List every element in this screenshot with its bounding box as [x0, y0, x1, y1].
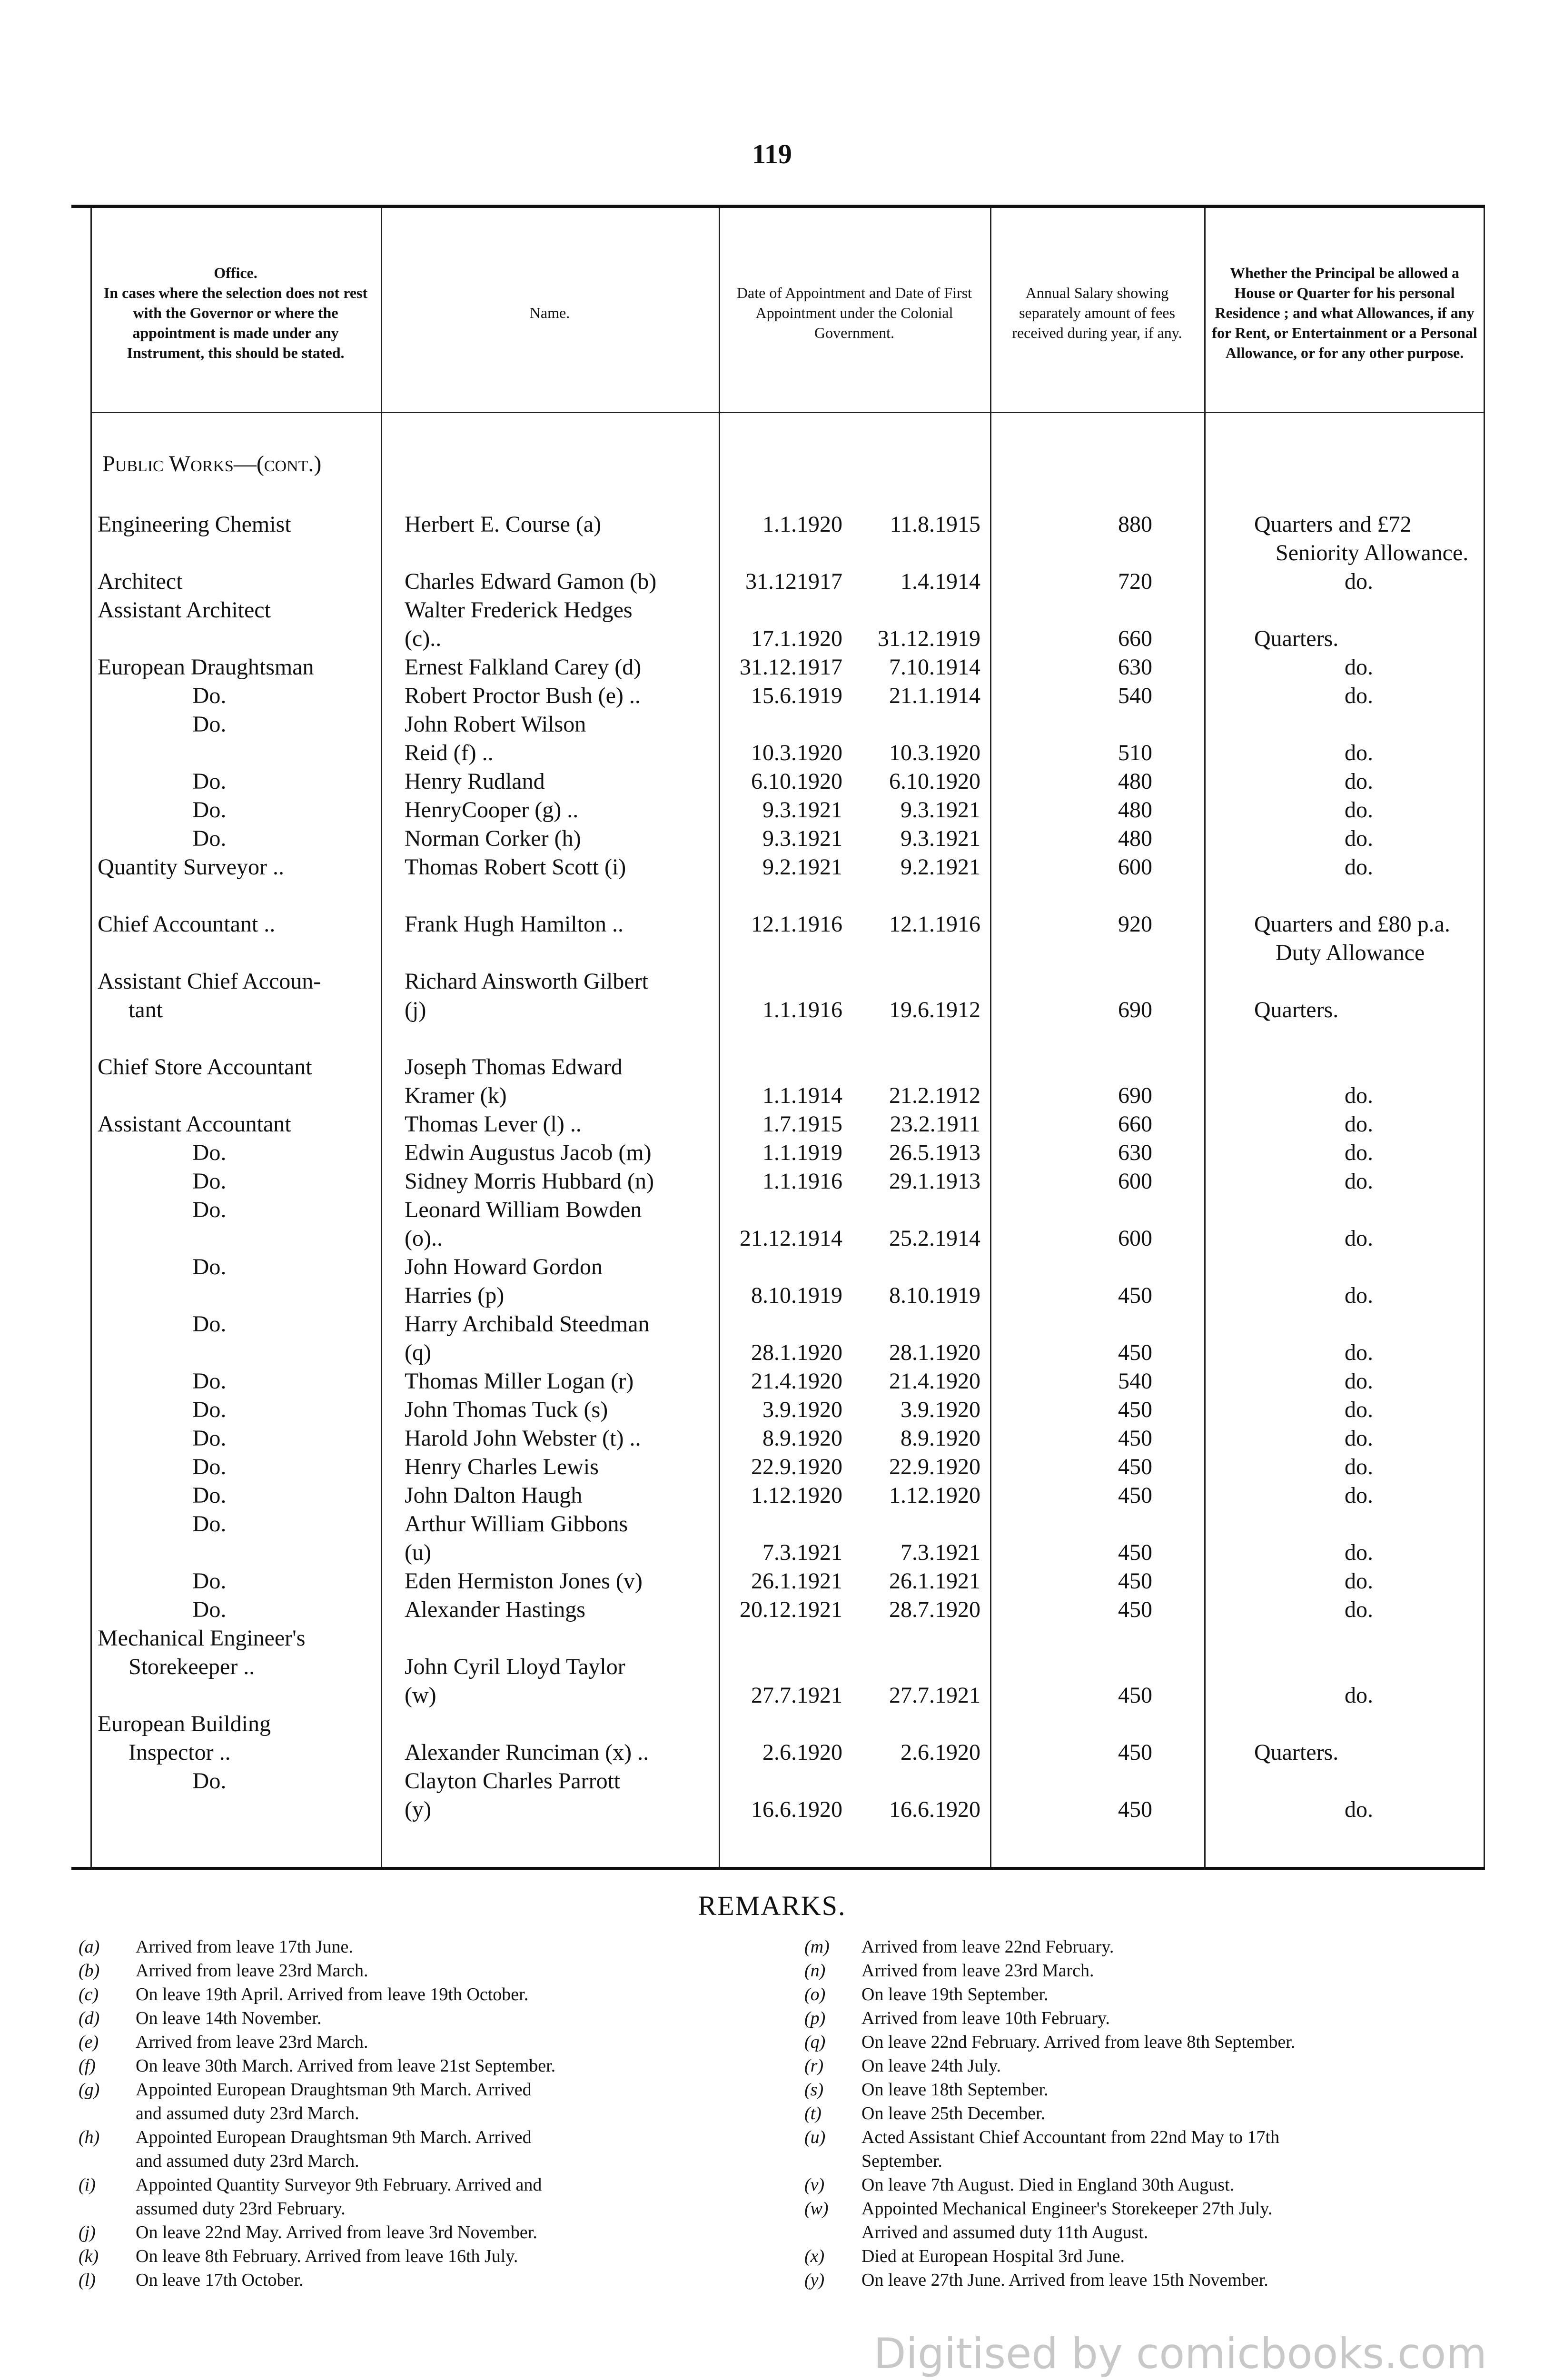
allowance-cell: Quarters.: [1254, 997, 1339, 1022]
remark-text: On leave 22nd May. Arrived from leave 3rd November.: [136, 2222, 537, 2242]
office-cell: Do.: [192, 1169, 227, 1194]
allowance-cell: do.: [1345, 1226, 1373, 1251]
name-cell: Harold John Webster (t) ..: [405, 1426, 641, 1451]
salary-cell: 450: [1118, 1540, 1152, 1565]
name-cell: Arthur William Gibbons: [405, 1511, 628, 1537]
remark-key: (o): [804, 1984, 826, 2004]
remark-text: Died at European Hospital 3rd June.: [861, 2246, 1125, 2266]
appointment-date-cell: 9.2.1921: [762, 854, 842, 880]
appointment-date-cell: 3.9.1920: [762, 1397, 842, 1422]
remark-text: Appointed Mechanical Engineer's Storekeeper 27th July.: [861, 2199, 1273, 2219]
name-cell: John Howard Gordon: [405, 1254, 603, 1279]
appointment-date-cell: 8.9.1920: [762, 1426, 842, 1451]
name-cell: Harries (p): [405, 1283, 505, 1308]
salary-cell: 660: [1118, 1111, 1152, 1137]
first-appointment-date-cell: 21.2.1912: [889, 1083, 980, 1108]
office-cell: Do.: [192, 1768, 227, 1794]
appointment-date-cell: 21.4.1920: [751, 1368, 842, 1394]
name-cell: Reid (f) ..: [405, 740, 494, 765]
salary-cell: 480: [1118, 797, 1152, 823]
name-cell: Kramer (k): [405, 1083, 507, 1108]
office-cell: Do.: [192, 1426, 227, 1451]
salary-cell: 450: [1118, 1283, 1152, 1308]
remark-key: (d): [79, 2008, 100, 2028]
office-cell: Chief Accountant ..: [98, 912, 276, 937]
appointment-date-cell: 16.6.1920: [751, 1797, 842, 1822]
first-appointment-date-cell: 25.2.1914: [889, 1226, 980, 1251]
allowance-cell: do.: [1345, 769, 1373, 794]
first-appointment-date-cell: 27.7.1921: [889, 1683, 980, 1708]
salary-cell: 450: [1118, 1568, 1152, 1594]
first-appointment-date-cell: 21.1.1914: [889, 683, 980, 708]
remark-key: (c): [79, 1984, 99, 2004]
office-cell: Do.: [192, 1311, 227, 1337]
appointment-date-cell: 17.1.1920: [751, 626, 842, 651]
header-date: Date of Appointment and Date of First Appointment under the Colonial Government.: [736, 284, 972, 341]
office-cell: Do.: [192, 1568, 227, 1594]
office-cell: Assistant Architect: [98, 597, 271, 623]
allowance-cell: Duty Allowance: [1276, 940, 1425, 965]
allowance-cell: Quarters.: [1254, 626, 1339, 651]
name-cell: John Thomas Tuck (s): [405, 1397, 608, 1422]
column-rule: [990, 208, 991, 1867]
remark-text: Arrived from leave 23rd March.: [136, 1961, 368, 1981]
first-appointment-date-cell: 23.2.1911: [890, 1111, 980, 1137]
appointment-date-cell: 31.12.1917: [740, 654, 842, 680]
salary-cell: 690: [1118, 1083, 1152, 1108]
remark-text: On leave 14th November.: [136, 2008, 322, 2028]
remark-text: On leave 22nd February. Arrived from leave 8th September.: [861, 2032, 1296, 2052]
name-cell: John Robert Wilson: [405, 712, 586, 737]
allowance-cell: do.: [1345, 1140, 1373, 1165]
remark-key: (m): [804, 1937, 830, 1957]
first-appointment-date-cell: 8.9.1920: [901, 1426, 980, 1451]
remark-key: (s): [804, 2080, 824, 2100]
first-appointment-date-cell: 8.10.1919: [889, 1283, 980, 1308]
salary-cell: 450: [1118, 1483, 1152, 1508]
name-cell: Norman Corker (h): [405, 826, 581, 851]
allowance-cell: do.: [1345, 1454, 1373, 1479]
remark-text: On leave 8th February. Arrived from leave 16th July.: [136, 2246, 518, 2266]
office-cell: European Building: [98, 1711, 271, 1736]
office-cell: Assistant Chief Accoun-: [98, 969, 321, 994]
watermark: Digitised by comicbooks.com: [873, 2329, 1487, 2378]
office-cell: Engineering Chemist: [98, 512, 291, 537]
office-cell: Assistant Accountant: [98, 1111, 291, 1137]
allowance-cell: do.: [1345, 1169, 1373, 1194]
name-cell: (w): [405, 1683, 436, 1708]
appointment-date-cell: 20.12.1921: [740, 1597, 842, 1622]
office-cell: Do.: [192, 1597, 227, 1622]
salary-cell: 450: [1118, 1426, 1152, 1451]
remark-text: Appointed Quantity Surveyor 9th February. Arrived and: [136, 2175, 542, 2195]
appointment-date-cell: 10.3.1920: [751, 740, 842, 765]
allowance-cell: do.: [1345, 654, 1373, 680]
remark-key: (x): [804, 2246, 825, 2266]
first-appointment-date-cell: 16.6.1920: [889, 1797, 980, 1822]
name-cell: Henry Rudland: [405, 769, 545, 794]
name-cell: Alexander Runciman (x) ..: [405, 1740, 649, 1765]
name-cell: Clayton Charles Parrott: [405, 1768, 621, 1794]
allowance-cell: Quarters and £72: [1254, 512, 1412, 537]
remark-key: (y): [804, 2270, 825, 2290]
allowance-cell: do.: [1345, 569, 1373, 594]
section-title: Public Works—(cont.): [102, 451, 322, 476]
remark-key: (q): [804, 2032, 826, 2052]
name-cell: Herbert E. Course (a): [405, 512, 602, 537]
office-cell: Inspector ..: [129, 1740, 231, 1765]
appointment-date-cell: 15.6.1919: [751, 683, 842, 708]
allowance-cell: Quarters.: [1254, 1740, 1339, 1765]
first-appointment-date-cell: 26.5.1913: [889, 1140, 980, 1165]
header-whether: Whether the Principal be allowed a House or Quarter for his personal Residence ; and what Allowances, if any for Rent, or Entertainment or a Personal Allowance, or for any other purpose.: [1212, 264, 1477, 361]
remark-text-continued: and assumed duty 23rd March.: [136, 2103, 359, 2123]
salary-cell: 450: [1118, 1454, 1152, 1479]
allowance-cell: do.: [1345, 1597, 1373, 1622]
remark-key: (b): [79, 1961, 100, 1981]
name-cell: (c)..: [405, 626, 442, 651]
first-appointment-date-cell: 9.3.1921: [901, 797, 980, 823]
first-appointment-date-cell: 28.1.1920: [889, 1340, 980, 1365]
appointments-table: [71, 205, 1485, 1870]
salary-cell: 540: [1118, 683, 1152, 708]
remark-key: (f): [79, 2056, 96, 2076]
header-office-note: In cases where the selection does not rest with the Governor or where the appointment is made under any Instrument, this should be stated.: [103, 284, 368, 361]
name-cell: (o)..: [405, 1226, 443, 1251]
name-cell: Thomas Miller Logan (r): [405, 1368, 634, 1394]
first-appointment-date-cell: 7.10.1914: [889, 654, 980, 680]
allowance-cell: do.: [1345, 1540, 1373, 1565]
salary-cell: 880: [1118, 512, 1152, 537]
name-cell: Sidney Morris Hubbard (n): [405, 1169, 654, 1194]
remark-text: On leave 25th December.: [861, 2103, 1046, 2123]
name-cell: Thomas Robert Scott (i): [405, 854, 626, 880]
allowance-cell: do.: [1345, 1397, 1373, 1422]
header-rule: [90, 412, 1485, 413]
first-appointment-date-cell: 26.1.1921: [889, 1568, 980, 1594]
appointment-date-cell: 31.121917: [745, 569, 842, 594]
remark-text: Appointed European Draughtsman 9th March. Arrived: [136, 2127, 532, 2147]
appointment-date-cell: 12.1.1916: [751, 912, 842, 937]
salary-cell: 450: [1118, 1740, 1152, 1765]
first-appointment-date-cell: 28.7.1920: [889, 1597, 980, 1622]
remark-text: On leave 7th August. Died in England 30th August.: [861, 2175, 1235, 2195]
column-rule: [90, 208, 92, 1867]
appointment-date-cell: 1.7.1915: [762, 1111, 842, 1137]
office-cell: Do.: [192, 1197, 227, 1222]
name-cell: John Cyril Lloyd Taylor: [405, 1654, 625, 1679]
name-cell: John Dalton Haugh: [405, 1483, 583, 1508]
remark-key: (a): [79, 1937, 100, 1957]
remark-text: On leave 18th September.: [861, 2080, 1049, 2100]
name-cell: Charles Edward Gamon (b): [405, 569, 657, 594]
name-cell: Walter Frederick Hedges: [405, 597, 633, 623]
remark-text: Arrived from leave 23rd March.: [861, 1961, 1094, 1981]
office-cell: Do.: [192, 1368, 227, 1394]
name-cell: Edwin Augustus Jacob (m): [405, 1140, 652, 1165]
page-number: 119: [752, 139, 792, 169]
office-cell: Do.: [192, 1140, 227, 1165]
allowance-cell: do.: [1345, 1368, 1373, 1394]
salary-cell: 480: [1118, 769, 1152, 794]
office-cell: Do.: [192, 769, 227, 794]
remark-text: On leave 30th March. Arrived from leave 21st September.: [136, 2056, 556, 2076]
remark-key: (n): [804, 1961, 826, 1981]
remark-text: Acted Assistant Chief Accountant from 22nd May to 17th: [861, 2127, 1280, 2147]
name-cell: (j): [405, 997, 426, 1022]
allowance-cell: do.: [1345, 854, 1373, 880]
remark-key: (t): [804, 2103, 821, 2123]
office-cell: Do.: [192, 1254, 227, 1279]
first-appointment-date-cell: 29.1.1913: [889, 1169, 980, 1194]
allowance-cell: do.: [1345, 1111, 1373, 1137]
appointment-date-cell: 27.7.1921: [751, 1683, 842, 1708]
office-cell: European Draughtsman: [98, 654, 314, 680]
remark-key: (k): [79, 2246, 99, 2266]
appointment-date-cell: 1.1.1919: [762, 1140, 842, 1165]
allowance-cell: do.: [1345, 797, 1373, 823]
salary-cell: 450: [1118, 1597, 1152, 1622]
salary-cell: 450: [1118, 1797, 1152, 1822]
salary-cell: 690: [1118, 997, 1152, 1022]
header-office: [90, 218, 381, 408]
remark-text: Arrived from leave 17th June.: [136, 1937, 353, 1957]
allowance-cell: do.: [1345, 1483, 1373, 1508]
name-cell: Robert Proctor Bush (e) ..: [405, 683, 641, 708]
name-cell: HenryCooper (g) ..: [405, 797, 579, 823]
appointment-date-cell: 9.3.1921: [762, 826, 842, 851]
allowance-cell: do.: [1345, 683, 1373, 708]
salary-cell: 510: [1118, 740, 1152, 765]
name-cell: Leonard William Bowden: [405, 1197, 642, 1222]
allowance-cell: Quarters and £80 p.a.: [1254, 912, 1450, 937]
appointment-date-cell: 1.1.1914: [762, 1083, 842, 1108]
remark-key: (r): [804, 2056, 824, 2076]
remark-key: (v): [804, 2175, 825, 2195]
allowance-cell: do.: [1345, 1797, 1373, 1822]
first-appointment-date-cell: 6.10.1920: [889, 769, 980, 794]
salary-cell: 630: [1118, 654, 1152, 680]
remark-text: Arrived from leave 23rd March.: [136, 2032, 368, 2052]
name-cell: Ernest Falkland Carey (d): [405, 654, 642, 680]
remark-key: (j): [79, 2222, 96, 2242]
office-cell: Architect: [98, 569, 183, 594]
header-salary: Annual Salary showing separately amount of fees received during year, if any.: [1012, 284, 1182, 341]
first-appointment-date-cell: 3.9.1920: [901, 1397, 980, 1422]
first-appointment-date-cell: 31.12.1919: [878, 626, 980, 651]
remark-key: (h): [79, 2127, 100, 2147]
allowance-cell: do.: [1345, 1083, 1373, 1108]
remark-text-continued: September.: [861, 2151, 942, 2171]
header-office-title: Office.: [214, 264, 257, 281]
office-cell: Do.: [192, 797, 227, 823]
name-cell: (q): [405, 1340, 431, 1365]
remark-text: On leave 27th June. Arrived from leave 15th November.: [861, 2270, 1268, 2290]
name-cell: Harry Archibald Steedman: [405, 1311, 650, 1337]
salary-cell: 660: [1118, 626, 1152, 651]
office-cell: Quantity Surveyor ..: [98, 854, 284, 880]
allowance-cell: do.: [1345, 740, 1373, 765]
office-cell: Do.: [192, 1397, 227, 1422]
first-appointment-date-cell: 12.1.1916: [889, 912, 980, 937]
appointment-date-cell: 1.1.1916: [762, 997, 842, 1022]
appointment-date-cell: 9.3.1921: [762, 797, 842, 823]
column-rule: [381, 208, 382, 1867]
appointment-date-cell: 1.1.1916: [762, 1169, 842, 1194]
office-cell: Do.: [192, 683, 227, 708]
remark-text: On leave 24th July.: [861, 2056, 1001, 2076]
remark-text-continued: Arrived and assumed duty 11th August.: [861, 2222, 1148, 2242]
appointment-date-cell: 22.9.1920: [751, 1454, 842, 1479]
first-appointment-date-cell: 9.3.1921: [901, 826, 980, 851]
appointment-date-cell: 7.3.1921: [762, 1540, 842, 1565]
allowance-cell: do.: [1345, 1340, 1373, 1365]
remark-key: (w): [804, 2199, 829, 2219]
office-cell: Do.: [192, 1511, 227, 1537]
salary-cell: 450: [1118, 1683, 1152, 1708]
name-cell: (u): [405, 1540, 431, 1565]
salary-cell: 450: [1118, 1340, 1152, 1365]
header-name: Name.: [529, 304, 570, 321]
name-cell: Richard Ainsworth Gilbert: [405, 969, 648, 994]
allowance-cell: do.: [1345, 1426, 1373, 1451]
first-appointment-date-cell: 11.8.1915: [890, 512, 980, 537]
remarks-title: REMARKS.: [698, 1890, 846, 1921]
appointment-date-cell: 26.1.1921: [751, 1568, 842, 1594]
salary-cell: 480: [1118, 826, 1152, 851]
remark-text: Appointed European Draughtsman 9th March. Arrived: [136, 2080, 532, 2100]
salary-cell: 600: [1118, 854, 1152, 880]
office-cell: Do.: [192, 712, 227, 737]
first-appointment-date-cell: 19.6.1912: [889, 997, 980, 1022]
remark-key: (g): [79, 2080, 100, 2100]
appointment-date-cell: 28.1.1920: [751, 1340, 842, 1365]
first-appointment-date-cell: 2.6.1920: [901, 1740, 980, 1765]
office-cell: Mechanical Engineer's: [98, 1626, 306, 1651]
appointment-date-cell: 6.10.1920: [751, 769, 842, 794]
appointment-date-cell: 21.12.1914: [740, 1226, 842, 1251]
salary-cell: 450: [1118, 1397, 1152, 1422]
name-cell: Thomas Lever (l) ..: [405, 1111, 582, 1137]
allowance-cell: do.: [1345, 1283, 1373, 1308]
first-appointment-date-cell: 7.3.1921: [901, 1540, 980, 1565]
salary-cell: 720: [1118, 569, 1152, 594]
remark-text: On leave 19th April. Arrived from leave 19th October.: [136, 1984, 529, 2004]
remark-key: (i): [79, 2175, 96, 2195]
remark-text: Arrived from leave 22nd February.: [861, 1937, 1114, 1957]
office-cell: Do.: [192, 826, 227, 851]
remark-key: (e): [79, 2032, 99, 2052]
allowance-cell: do.: [1345, 1683, 1373, 1708]
appointment-date-cell: 1.12.1920: [751, 1483, 842, 1508]
salary-cell: 920: [1118, 912, 1152, 937]
remark-text-continued: assumed duty 23rd February.: [136, 2199, 346, 2219]
name-cell: Alexander Hastings: [405, 1597, 585, 1622]
salary-cell: 600: [1118, 1169, 1152, 1194]
first-appointment-date-cell: 1.4.1914: [901, 569, 980, 594]
remark-key: (p): [804, 2008, 826, 2028]
appointment-date-cell: 1.1.1920: [762, 512, 842, 537]
office-cell: tant: [129, 997, 163, 1022]
first-appointment-date-cell: 1.12.1920: [889, 1483, 980, 1508]
name-cell: Henry Charles Lewis: [405, 1454, 599, 1479]
first-appointment-date-cell: 9.2.1921: [901, 854, 980, 880]
office-cell: Chief Store Accountant: [98, 1054, 312, 1080]
remark-text-continued: and assumed duty 23rd March.: [136, 2151, 359, 2171]
name-cell: (y): [405, 1797, 431, 1822]
remark-text: On leave 19th September.: [861, 1984, 1049, 2004]
appointment-date-cell: 8.10.1919: [751, 1283, 842, 1308]
office-cell: Storekeeper ..: [129, 1654, 255, 1679]
remark-text: On leave 17th October.: [136, 2270, 304, 2290]
name-cell: Eden Hermiston Jones (v): [405, 1568, 643, 1594]
office-cell: Do.: [192, 1483, 227, 1508]
first-appointment-date-cell: 10.3.1920: [889, 740, 980, 765]
salary-cell: 630: [1118, 1140, 1152, 1165]
remark-key: (u): [804, 2127, 826, 2147]
remark-text: Arrived from leave 10th February.: [861, 2008, 1110, 2028]
allowance-cell: do.: [1345, 826, 1373, 851]
name-cell: Frank Hugh Hamilton ..: [405, 912, 624, 937]
name-cell: Joseph Thomas Edward: [405, 1054, 623, 1080]
first-appointment-date-cell: 21.4.1920: [889, 1368, 980, 1394]
appointment-date-cell: 2.6.1920: [762, 1740, 842, 1765]
allowance-cell: Seniority Allowance.: [1276, 540, 1469, 565]
salary-cell: 600: [1118, 1226, 1152, 1251]
first-appointment-date-cell: 22.9.1920: [889, 1454, 980, 1479]
office-cell: Do.: [192, 1454, 227, 1479]
salary-cell: 540: [1118, 1368, 1152, 1394]
remark-key: (l): [79, 2270, 96, 2290]
allowance-cell: do.: [1345, 1568, 1373, 1594]
